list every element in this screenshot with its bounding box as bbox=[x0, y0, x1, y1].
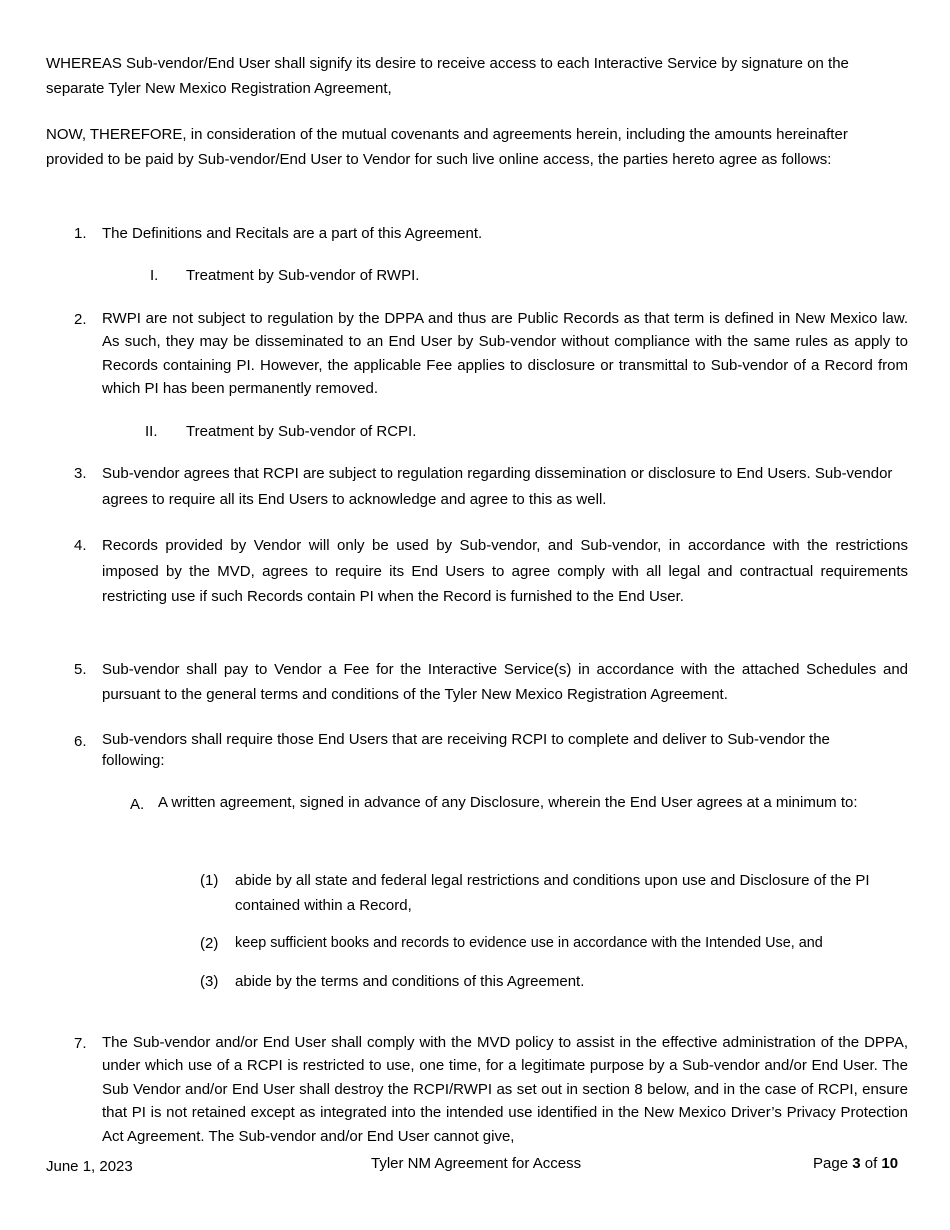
section-ii-title: Treatment by Sub-vendor of RCPI. bbox=[186, 423, 417, 440]
footer-title: Tyler NM Agreement for Access bbox=[371, 1155, 582, 1172]
item-1-text: The Definitions and Recitals are a part of this Agreement. bbox=[102, 225, 483, 242]
whereas-paragraph: WHEREAS Sub-vendor/End User shall signify its desire to receive access to each Interactive Service by signature on the separate Tyler New Mexico Registration Agreement, bbox=[46, 55, 849, 97]
section-i-title: Treatment by Sub-vendor of RWPI. bbox=[186, 267, 420, 284]
item-5-text: Sub-vendor shall pay to Vendor a Fee for the Interactive Service(s) in accordance with the attached Schedules and pursuant to the general terms and conditions of the Tyler New Mexico Registration Agreement. bbox=[102, 661, 908, 703]
subpoint-3-text: abide by the terms and conditions of this Agreement. bbox=[235, 973, 585, 990]
item-4-text: Records provided by Vendor will only be used by Sub-vendor, and Sub-vendor, in accordance with the restrictions imposed by the MVD, agrees to require its End Users to agree comply with all legal and contractual requirements restricting use if such Records contain PI when the Record is furnished to the End User. bbox=[102, 537, 908, 605]
subpoint-1-number: (1) bbox=[200, 872, 219, 889]
item-2-text: RWPI are not subject to regulation by the DPPA and thus are Public Records as that term is defined in New Mexico law. As such, they may be disseminated to an End User by Sub-vendor without compliance with the same rules as apply to Records containing PI. However, the applicable Fee applies to disclosure or transmittal to Sub-vendor of a Record from which PI has been permanently removed. bbox=[102, 310, 908, 397]
item-2-number: 2. bbox=[74, 311, 87, 328]
subitem-a-text: A written agreement, signed in advance of any Disclosure, wherein the End User agrees at a minimum to: bbox=[158, 794, 858, 811]
section-i-number: I. bbox=[150, 267, 159, 284]
footer-page-total: 10 bbox=[881, 1155, 899, 1172]
item-6-number: 6. bbox=[74, 733, 87, 750]
section-ii-number: II. bbox=[145, 423, 158, 440]
item-7-number: 7. bbox=[74, 1035, 87, 1052]
footer-page-number bbox=[813, 1155, 898, 1172]
item-5-number: 5. bbox=[74, 661, 87, 678]
item-3-number: 3. bbox=[74, 465, 87, 482]
now-therefore-paragraph: NOW, THEREFORE, in consideration of the mutual covenants and agreements herein, including the amounts hereinafter provided to be paid by Sub-vendor/End User to Vendor for such live online access, the parties hereto agree as follows: bbox=[46, 126, 848, 168]
footer-page-label: Page bbox=[813, 1155, 849, 1172]
item-4-number: 4. bbox=[74, 537, 87, 554]
subpoint-3-number: (3) bbox=[200, 973, 219, 990]
item-7-text: The Sub-vendor and/or End User shall comply with the MVD policy to assist in the effective administration of the DPPA, under which use of a RCPI is restricted to use, one time, for a legitimate purpose by a Sub-vendor and/or End User. The Sub Vendor and/or End User shall destroy the RCPI/RWPI as set out in section 8 below, and in the case of RCPI, ensure that PI is not retained except as integrated into the intended use identified in the New Mexico Driver’s Privacy Protection Act Agreement. The Sub-vendor and/or End User cannot give, bbox=[102, 1034, 908, 1145]
subpoint-2-text: keep sufficient books and records to evidence use in accordance with the Intended Use, and bbox=[235, 935, 823, 951]
subpoint-2-number: (2) bbox=[200, 935, 219, 952]
subpoint-1-text: abide by all state and federal legal restrictions and conditions upon use and Disclosure of the PI contained within a Record, bbox=[235, 872, 870, 914]
item-3-text: Sub-vendor agrees that RCPI are subject to regulation regarding dissemination or disclosure to End Users. Sub-vendor agrees to require all its End Users to acknowledge and agree to this as well. bbox=[102, 465, 893, 508]
subitem-a-letter: A. bbox=[130, 796, 145, 813]
footer-date: June 1, 2023 bbox=[46, 1158, 133, 1175]
item-1-number: 1. bbox=[74, 225, 87, 242]
footer-page-current: 3 bbox=[852, 1155, 861, 1172]
footer-page-of: of bbox=[864, 1155, 878, 1172]
item-6-text: Sub-vendors shall require those End Users that are receiving RCPI to complete and deliver to Sub-vendor the following: bbox=[102, 731, 830, 769]
